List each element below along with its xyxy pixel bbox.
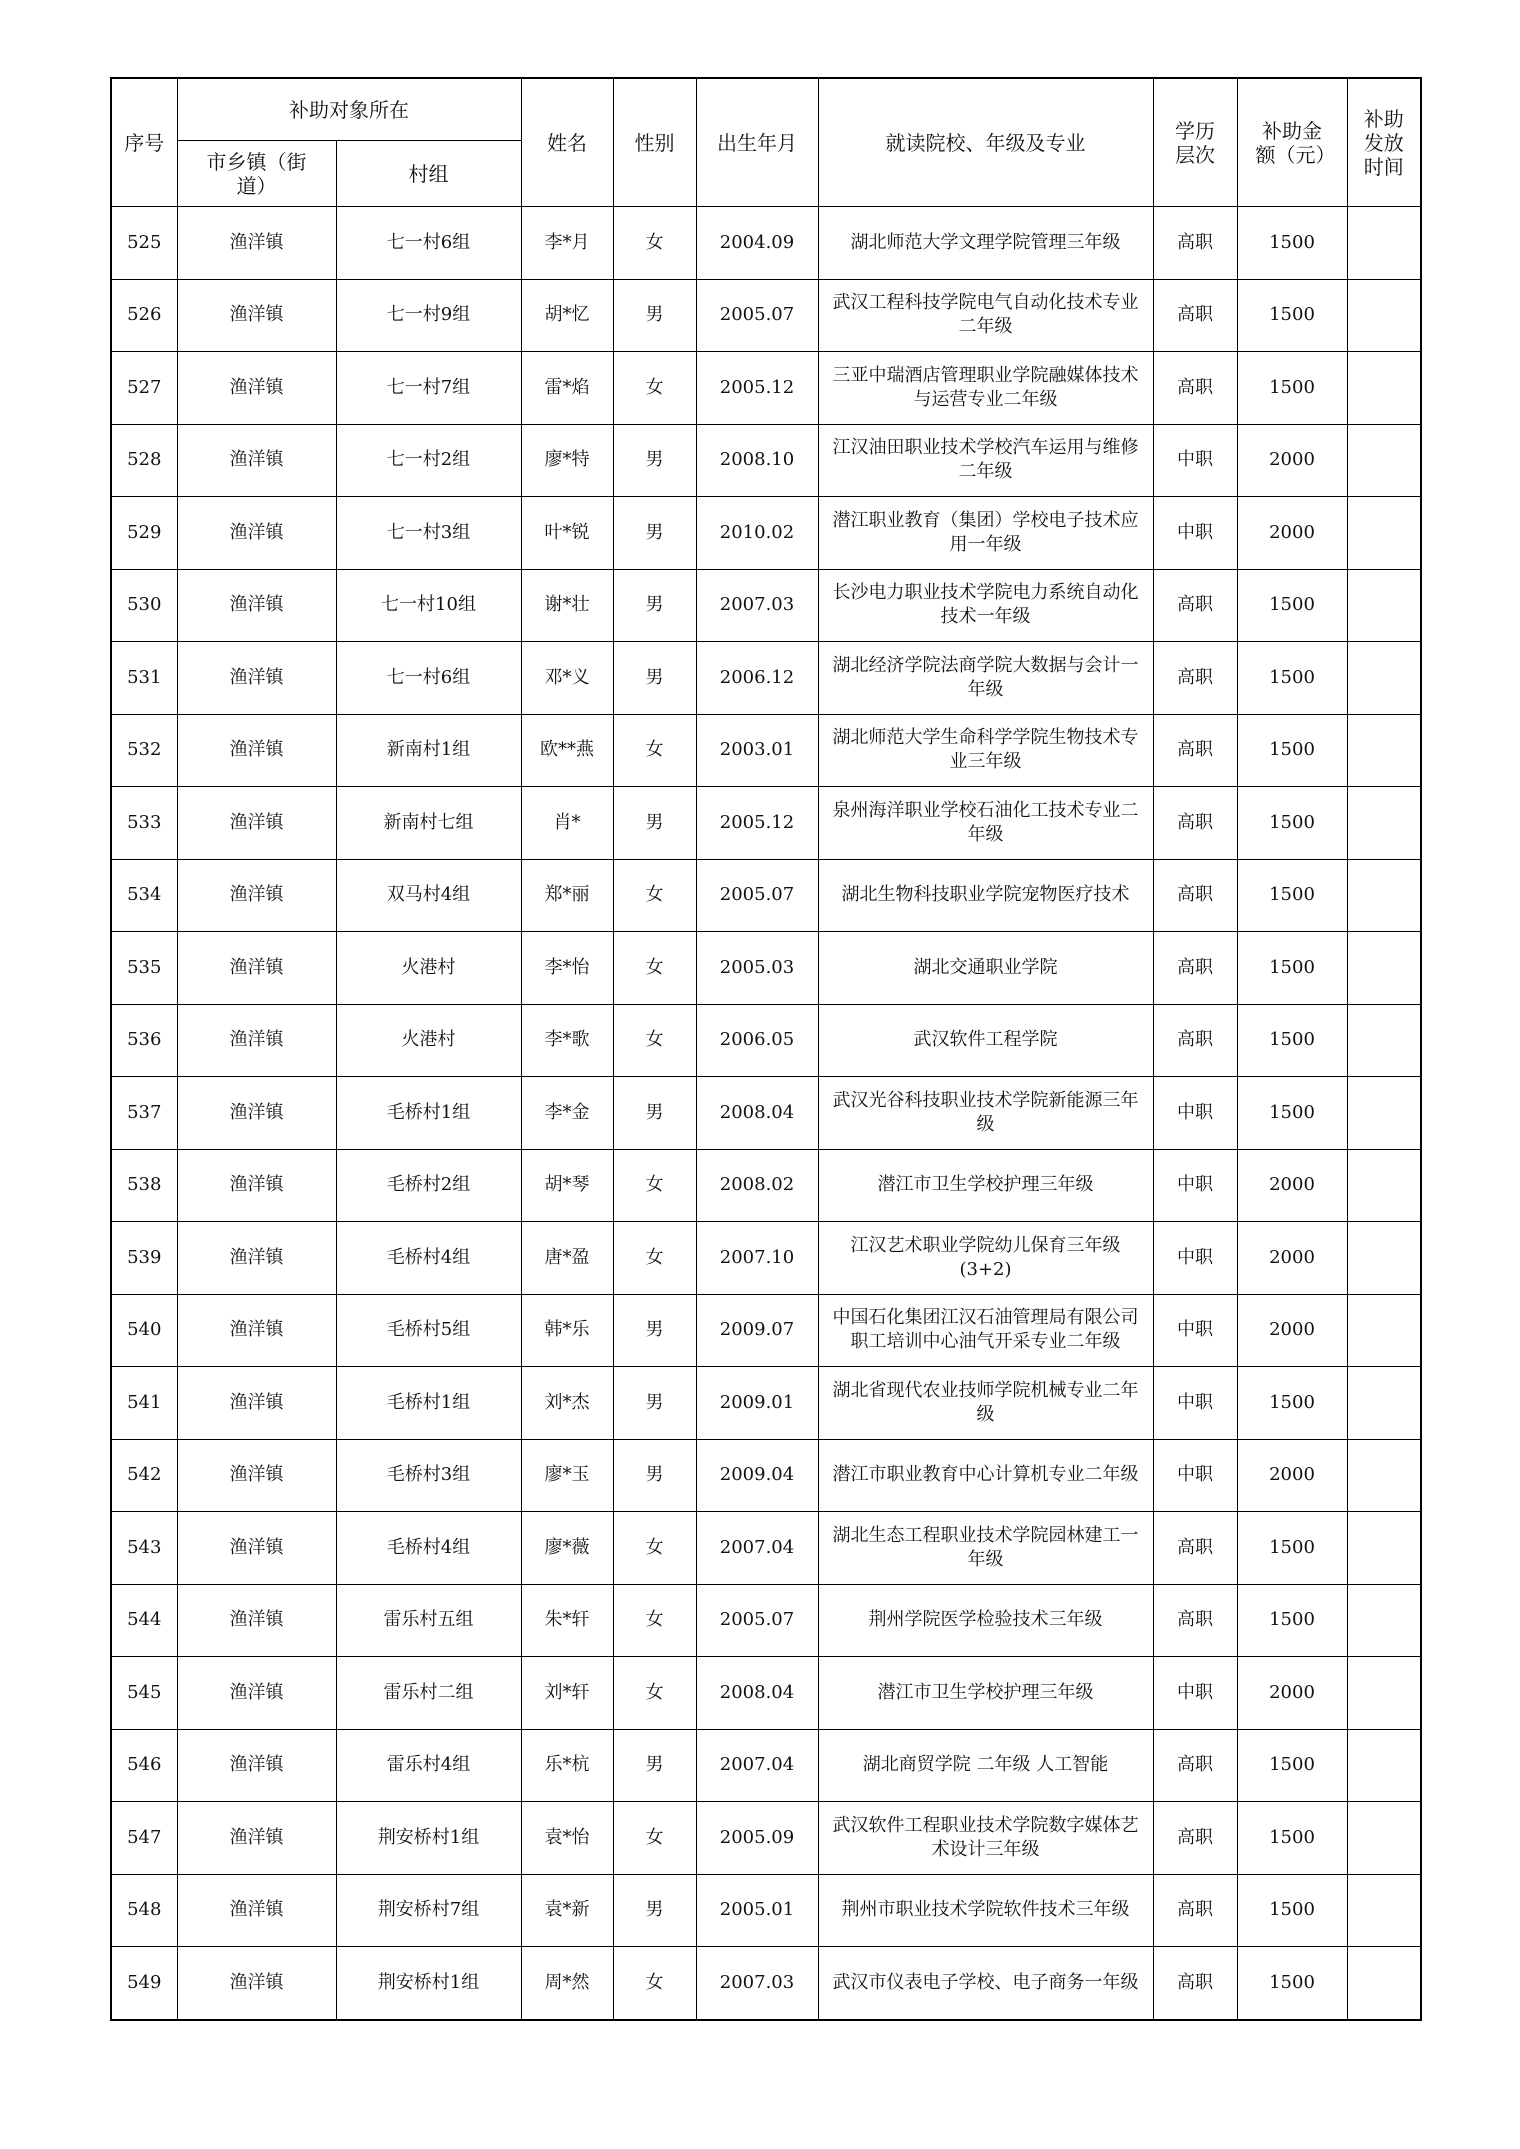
cell-time [1347,1294,1421,1367]
cell-amount: 2000 [1237,497,1347,570]
cell-village: 毛桥村5组 [336,1294,521,1367]
cell-time [1347,207,1421,280]
table-row [111,1584,1421,1657]
cell-time [1347,1802,1421,1875]
cell-name: 邓*义 [521,642,613,715]
cell-level: 高职 [1153,1947,1237,2020]
table-row [111,1149,1421,1222]
cell-seq: 528 [111,424,177,497]
cell-amount: 1500 [1237,1802,1347,1875]
cell-gender: 男 [613,787,696,860]
cell-birth: 2008.02 [696,1149,818,1222]
cell-town: 渔洋镇 [177,1802,336,1875]
cell-amount: 1500 [1237,1584,1347,1657]
cell-town: 渔洋镇 [177,1584,336,1657]
cell-gender: 男 [613,1294,696,1367]
header-birth: 出生年月 [696,78,818,207]
cell-seq: 549 [111,1947,177,2020]
cell-gender: 男 [613,279,696,352]
cell-village: 毛桥村4组 [336,1222,521,1295]
cell-level: 高职 [1153,859,1237,932]
table-row [111,1077,1421,1150]
cell-town: 渔洋镇 [177,642,336,715]
cell-birth: 2010.02 [696,497,818,570]
cell-time [1347,1222,1421,1295]
cell-school: 湖北生态工程职业技术学院园林建工一年级 [818,1512,1153,1585]
cell-amount: 1500 [1237,932,1347,1005]
cell-level: 中职 [1153,1149,1237,1222]
cell-time [1347,569,1421,642]
table-row [111,1367,1421,1440]
cell-town: 渔洋镇 [177,1439,336,1512]
cell-name: 廖*玉 [521,1439,613,1512]
cell-town: 渔洋镇 [177,1729,336,1802]
cell-time [1347,1584,1421,1657]
cell-amount: 2000 [1237,1657,1347,1730]
header-location-group: 补助对象所在 [177,78,521,141]
cell-time [1347,859,1421,932]
cell-time [1347,714,1421,787]
cell-gender: 男 [613,1367,696,1440]
cell-time [1347,352,1421,425]
table-row [111,207,1421,280]
cell-gender: 女 [613,714,696,787]
cell-village: 七一村3组 [336,497,521,570]
cell-amount: 1500 [1237,1729,1347,1802]
cell-time [1347,1874,1421,1947]
cell-amount: 2000 [1237,1222,1347,1295]
cell-time [1347,1729,1421,1802]
cell-level: 中职 [1153,1222,1237,1295]
cell-school: 武汉软件工程学院 [818,1004,1153,1077]
cell-level: 高职 [1153,1802,1237,1875]
cell-town: 渔洋镇 [177,1294,336,1367]
header-village: 村组 [336,141,521,207]
header-seq: 序号 [111,78,177,207]
cell-school: 湖北交通职业学院 [818,932,1153,1005]
table-row [111,569,1421,642]
cell-village: 荆安桥村1组 [336,1802,521,1875]
cell-school: 荆州市职业技术学院软件技术三年级 [818,1874,1153,1947]
cell-level: 高职 [1153,1584,1237,1657]
cell-birth: 2007.04 [696,1512,818,1585]
cell-level: 中职 [1153,1077,1237,1150]
cell-school: 潜江市卫生学校护理三年级 [818,1149,1153,1222]
cell-school: 江汉艺术职业学院幼儿保育三年级(3+2) [818,1222,1153,1295]
cell-name: 刘*轩 [521,1657,613,1730]
cell-village: 荆安桥村7组 [336,1874,521,1947]
cell-amount: 1500 [1237,352,1347,425]
cell-town: 渔洋镇 [177,932,336,1005]
cell-time [1347,424,1421,497]
cell-village: 新南村1组 [336,714,521,787]
cell-time [1347,279,1421,352]
cell-birth: 2009.04 [696,1439,818,1512]
cell-village: 七一村6组 [336,642,521,715]
cell-birth: 2006.05 [696,1004,818,1077]
cell-birth: 2007.10 [696,1222,818,1295]
cell-town: 渔洋镇 [177,424,336,497]
cell-gender: 男 [613,1077,696,1150]
cell-gender: 女 [613,1584,696,1657]
cell-name: 胡*忆 [521,279,613,352]
cell-level: 中职 [1153,1367,1237,1440]
table-row [111,279,1421,352]
cell-time [1347,1439,1421,1512]
cell-level: 中职 [1153,1439,1237,1512]
cell-town: 渔洋镇 [177,714,336,787]
cell-town: 渔洋镇 [177,352,336,425]
cell-level: 高职 [1153,1729,1237,1802]
cell-amount: 1500 [1237,1367,1347,1440]
cell-village: 七一村9组 [336,279,521,352]
cell-village: 毛桥村4组 [336,1512,521,1585]
cell-birth: 2008.04 [696,1077,818,1150]
cell-birth: 2009.01 [696,1367,818,1440]
cell-seq: 537 [111,1077,177,1150]
cell-village: 毛桥村1组 [336,1367,521,1440]
cell-village: 雷乐村二组 [336,1657,521,1730]
cell-birth: 2007.03 [696,569,818,642]
cell-birth: 2005.07 [696,1584,818,1657]
cell-gender: 男 [613,569,696,642]
cell-town: 渔洋镇 [177,1077,336,1150]
cell-seq: 533 [111,787,177,860]
cell-school: 湖北经济学院法商学院大数据与会计一年级 [818,642,1153,715]
header-amount: 补助金额（元） [1237,78,1347,207]
cell-level: 高职 [1153,1874,1237,1947]
cell-amount: 2000 [1237,1294,1347,1367]
cell-time [1347,1077,1421,1150]
cell-name: 廖*薇 [521,1512,613,1585]
cell-name: 廖*特 [521,424,613,497]
cell-time [1347,497,1421,570]
cell-level: 高职 [1153,1512,1237,1585]
cell-birth: 2007.03 [696,1947,818,2020]
cell-town: 渔洋镇 [177,787,336,860]
cell-birth: 2005.01 [696,1874,818,1947]
table-row [111,1874,1421,1947]
cell-gender: 女 [613,352,696,425]
cell-level: 高职 [1153,207,1237,280]
cell-gender: 男 [613,1729,696,1802]
table-row [111,714,1421,787]
cell-town: 渔洋镇 [177,1222,336,1295]
cell-seq: 535 [111,932,177,1005]
cell-birth: 2008.04 [696,1657,818,1730]
cell-school: 武汉工程科技学院电气自动化技术专业二年级 [818,279,1153,352]
cell-school: 湖北师范大学生命科学学院生物技术专业三年级 [818,714,1153,787]
cell-village: 毛桥村1组 [336,1077,521,1150]
cell-seq: 534 [111,859,177,932]
cell-amount: 1500 [1237,207,1347,280]
cell-amount: 1500 [1237,1004,1347,1077]
cell-name: 袁*新 [521,1874,613,1947]
cell-school: 湖北生物科技职业学院宠物医疗技术 [818,859,1153,932]
cell-town: 渔洋镇 [177,497,336,570]
cell-village: 七一村7组 [336,352,521,425]
cell-name: 郑*丽 [521,859,613,932]
cell-level: 中职 [1153,1657,1237,1730]
cell-school: 湖北省现代农业技师学院机械专业二年级 [818,1367,1153,1440]
cell-town: 渔洋镇 [177,1149,336,1222]
cell-amount: 1500 [1237,279,1347,352]
subsidy-table-container [110,77,1422,2021]
cell-gender: 女 [613,859,696,932]
cell-birth: 2008.10 [696,424,818,497]
cell-birth: 2003.01 [696,714,818,787]
cell-town: 渔洋镇 [177,207,336,280]
cell-birth: 2007.04 [696,1729,818,1802]
cell-amount: 1500 [1237,569,1347,642]
cell-amount: 1500 [1237,1512,1347,1585]
cell-birth: 2009.07 [696,1294,818,1367]
cell-name: 谢*壮 [521,569,613,642]
table-row [111,1729,1421,1802]
cell-level: 高职 [1153,1004,1237,1077]
cell-school: 潜江市卫生学校护理三年级 [818,1657,1153,1730]
cell-level: 高职 [1153,642,1237,715]
cell-seq: 548 [111,1874,177,1947]
cell-name: 韩*乐 [521,1294,613,1367]
table-row [111,1222,1421,1295]
table-row [111,424,1421,497]
cell-gender: 男 [613,1439,696,1512]
cell-gender: 女 [613,1512,696,1585]
cell-seq: 531 [111,642,177,715]
cell-school: 长沙电力职业技术学院电力系统自动化技术一年级 [818,569,1153,642]
table-body [111,207,1421,2020]
cell-birth: 2005.03 [696,932,818,1005]
cell-amount: 1500 [1237,1077,1347,1150]
cell-seq: 545 [111,1657,177,1730]
table-row [111,932,1421,1005]
cell-seq: 527 [111,352,177,425]
cell-name: 袁*怡 [521,1802,613,1875]
cell-school: 湖北商贸学院 二年级 人工智能 [818,1729,1153,1802]
cell-seq: 532 [111,714,177,787]
cell-gender: 男 [613,1874,696,1947]
cell-name: 乐*杭 [521,1729,613,1802]
table-row [111,787,1421,860]
cell-amount: 2000 [1237,424,1347,497]
cell-gender: 女 [613,1657,696,1730]
cell-birth: 2005.07 [696,279,818,352]
cell-level: 高职 [1153,787,1237,860]
cell-birth: 2004.09 [696,207,818,280]
cell-town: 渔洋镇 [177,569,336,642]
header-gender: 性别 [613,78,696,207]
cell-time [1347,1367,1421,1440]
cell-birth: 2005.12 [696,352,818,425]
cell-amount: 1500 [1237,787,1347,860]
cell-gender: 男 [613,642,696,715]
cell-name: 李*歌 [521,1004,613,1077]
cell-name: 肖* [521,787,613,860]
cell-seq: 536 [111,1004,177,1077]
table-row [111,1294,1421,1367]
cell-time [1347,642,1421,715]
cell-name: 周*然 [521,1947,613,2020]
cell-school: 中国石化集团江汉石油管理局有限公司职工培训中心油气开采专业二年级 [818,1294,1153,1367]
cell-amount: 1500 [1237,714,1347,787]
cell-school: 荆州学院医学检验技术三年级 [818,1584,1153,1657]
cell-village: 毛桥村3组 [336,1439,521,1512]
cell-school: 潜江市职业教育中心计算机专业二年级 [818,1439,1153,1512]
cell-village: 七一村2组 [336,424,521,497]
cell-seq: 540 [111,1294,177,1367]
cell-seq: 547 [111,1802,177,1875]
cell-town: 渔洋镇 [177,1367,336,1440]
cell-gender: 女 [613,207,696,280]
cell-time [1347,787,1421,860]
table-row [111,1004,1421,1077]
cell-school: 潜江职业教育（集团）学校电子技术应用一年级 [818,497,1153,570]
cell-level: 中职 [1153,424,1237,497]
cell-level: 高职 [1153,352,1237,425]
cell-birth: 2005.07 [696,859,818,932]
cell-village: 双马村4组 [336,859,521,932]
header-name: 姓名 [521,78,613,207]
cell-town: 渔洋镇 [177,1657,336,1730]
cell-level: 中职 [1153,497,1237,570]
cell-name: 欧**燕 [521,714,613,787]
cell-gender: 女 [613,1802,696,1875]
cell-time [1347,1512,1421,1585]
cell-level: 中职 [1153,1294,1237,1367]
cell-village: 雷乐村4组 [336,1729,521,1802]
cell-town: 渔洋镇 [177,1004,336,1077]
cell-level: 高职 [1153,932,1237,1005]
table-row [111,1657,1421,1730]
cell-name: 叶*锐 [521,497,613,570]
cell-seq: 526 [111,279,177,352]
cell-name: 唐*盈 [521,1222,613,1295]
cell-village: 毛桥村2组 [336,1149,521,1222]
cell-time [1347,1947,1421,2020]
cell-name: 李*怡 [521,932,613,1005]
cell-village: 雷乐村五组 [336,1584,521,1657]
cell-village: 七一村6组 [336,207,521,280]
table-row [111,352,1421,425]
cell-school: 江汉油田职业技术学校汽车运用与维修二年级 [818,424,1153,497]
cell-seq: 525 [111,207,177,280]
cell-village: 火港村 [336,932,521,1005]
cell-school: 武汉市仪表电子学校、电子商务一年级 [818,1947,1153,2020]
table-row [111,859,1421,932]
cell-birth: 2005.12 [696,787,818,860]
cell-seq: 538 [111,1149,177,1222]
cell-seq: 543 [111,1512,177,1585]
cell-school: 三亚中瑞酒店管理职业学院融媒体技术与运营专业二年级 [818,352,1153,425]
table-row [111,1439,1421,1512]
cell-time [1347,932,1421,1005]
cell-school: 湖北师范大学文理学院管理三年级 [818,207,1153,280]
cell-time [1347,1657,1421,1730]
header-school: 就读院校、年级及专业 [818,78,1153,207]
cell-village: 新南村七组 [336,787,521,860]
cell-amount: 1500 [1237,1874,1347,1947]
cell-town: 渔洋镇 [177,1874,336,1947]
cell-time [1347,1004,1421,1077]
cell-seq: 529 [111,497,177,570]
cell-level: 高职 [1153,279,1237,352]
cell-birth: 2006.12 [696,642,818,715]
table-row [111,642,1421,715]
cell-gender: 女 [613,932,696,1005]
cell-town: 渔洋镇 [177,1512,336,1585]
cell-village: 荆安桥村1组 [336,1947,521,2020]
cell-level: 高职 [1153,714,1237,787]
cell-gender: 女 [613,1222,696,1295]
cell-gender: 男 [613,497,696,570]
cell-birth: 2005.09 [696,1802,818,1875]
header-level: 学历层次 [1153,78,1237,207]
cell-name: 李*金 [521,1077,613,1150]
cell-name: 李*月 [521,207,613,280]
cell-seq: 539 [111,1222,177,1295]
table-row [111,497,1421,570]
cell-time [1347,1149,1421,1222]
cell-gender: 男 [613,424,696,497]
cell-gender: 女 [613,1947,696,2020]
cell-name: 胡*琴 [521,1149,613,1222]
subsidy-table [110,77,1422,2021]
cell-school: 武汉软件工程职业技术学院数字媒体艺术设计三年级 [818,1802,1153,1875]
cell-seq: 542 [111,1439,177,1512]
cell-seq: 541 [111,1367,177,1440]
cell-school: 泉州海洋职业学校石油化工技术专业二年级 [818,787,1153,860]
cell-school: 武汉光谷科技职业技术学院新能源三年级 [818,1077,1153,1150]
table-row [111,1802,1421,1875]
cell-amount: 1500 [1237,859,1347,932]
cell-seq: 546 [111,1729,177,1802]
header-town: 市乡镇（街道） [177,141,336,207]
cell-level: 高职 [1153,569,1237,642]
cell-name: 雷*焰 [521,352,613,425]
cell-seq: 544 [111,1584,177,1657]
table-row [111,1512,1421,1585]
cell-gender: 女 [613,1149,696,1222]
cell-town: 渔洋镇 [177,279,336,352]
cell-name: 刘*杰 [521,1367,613,1440]
header-time: 补助发放时间 [1347,78,1421,207]
cell-gender: 女 [613,1004,696,1077]
table-row [111,1947,1421,2020]
cell-amount: 2000 [1237,1149,1347,1222]
cell-name: 朱*轩 [521,1584,613,1657]
cell-village: 火港村 [336,1004,521,1077]
cell-seq: 530 [111,569,177,642]
cell-amount: 1500 [1237,642,1347,715]
cell-village: 七一村10组 [336,569,521,642]
cell-amount: 2000 [1237,1439,1347,1512]
cell-town: 渔洋镇 [177,1947,336,2020]
cell-amount: 1500 [1237,1947,1347,2020]
cell-town: 渔洋镇 [177,859,336,932]
